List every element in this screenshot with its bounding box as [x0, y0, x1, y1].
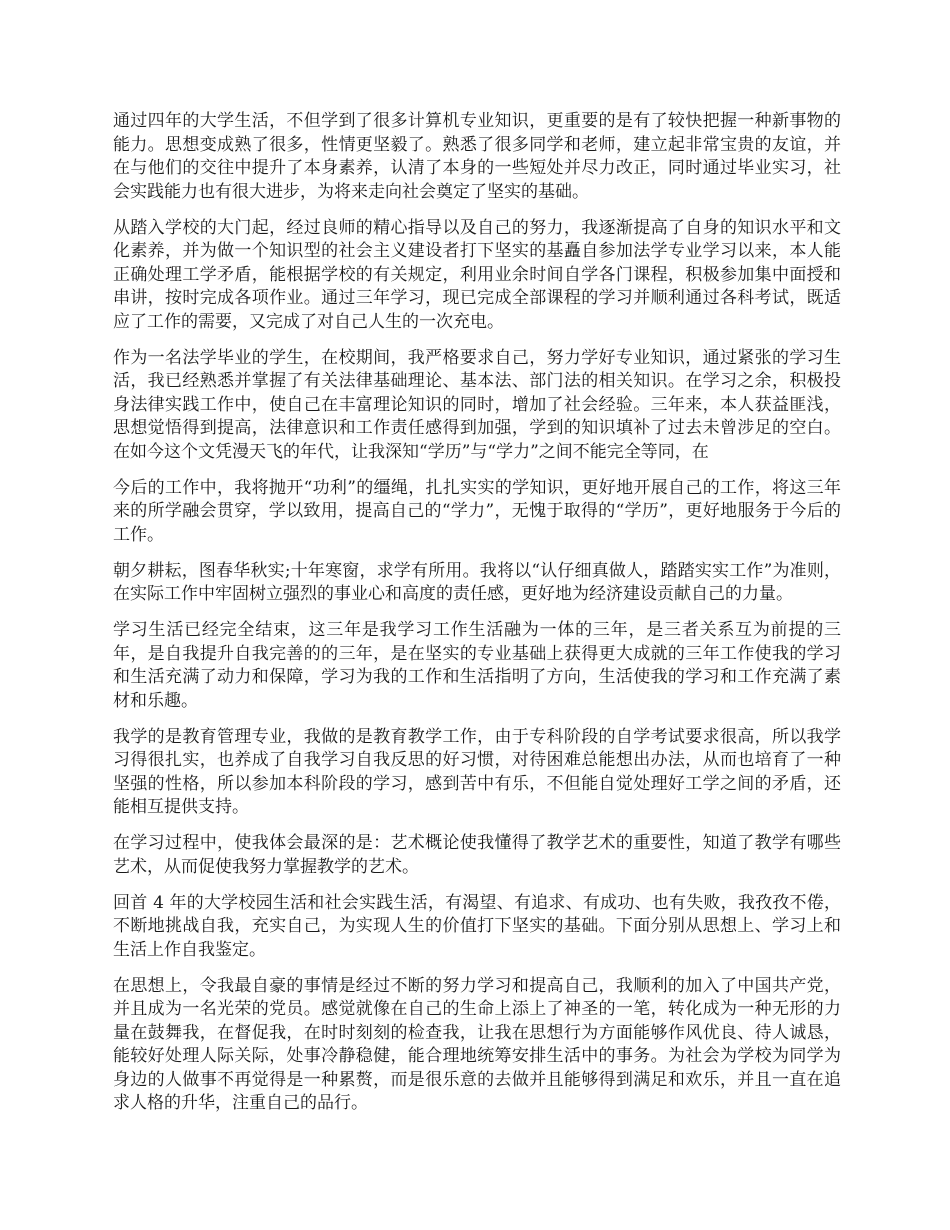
- paragraph-10: 在思想上，令我最自豪的事情是经过不断的努力学习和提高自己，我顺利的加入了中国共产党，并且成为一名光荣的党员。感觉就像在自己的生命上添上了神圣的一笔，转化成为一种无形的力量在鼓舞我，在督促我，在时时刻刻的检查我，让我在思想行为方面能够作风优良、待人诚恳，能较好处理人际关际，处事冷静稳健，能合理地统筹安排生活中的事务。为社会为学校为同学为身边的人做事不再觉得是一种累赘，而是很乐意的去做并且能够得到满足和欢乐，并且一直在追求人格的升华，注重自己的品行。: [113, 975, 841, 1113]
- paragraph-7: 我学的是教育管理专业，我做的是教育教学工作，由于专科阶段的自学考试要求很高，所以我学习得很扎实，也养成了自我学习自我反思的好习惯，对待困难总能想出办法，从而也培育了一种坚强的性格，所以参加本科阶段的学习，感到苦中有乐，不但能自觉处理好工学之间的矛盾，还能相互提供支持。: [113, 726, 841, 817]
- paragraph-4: 今后的工作中，我将抛开“功利”的缰绳，扎扎实实的学知识，更好地开展自己的工作，将这三年来的所学融会贯穿，学以致用，提高自己的“学力”，无愧于取得的“学历”，更好地服务于今后的工作。: [113, 477, 841, 545]
- paragraph-9: 回首 4 年的大学校园生活和社会实践生活，有渴望、有追求、有成功、也有失败，我孜孜不倦，不断地挑战自我，充实自己，为实现人生的价值打下坚实的基础。下面分别从思想上、学习上和生活上作自我鉴定。: [113, 892, 841, 960]
- document-body: [113, 110, 841, 1128]
- paragraph-6: 学习生活已经完全结束，这三年是我学习工作生活融为一体的三年，是三者关系互为前提的三年，是自我提升自我完善的的三年，是在坚实的专业基础上获得更大成就的三年工作使我的学习和生活充满了动力和保障，学习为我的工作和生活指明了方向，生活使我的学习和工作充满了素材和乐趣。: [113, 620, 841, 711]
- paragraph-2: 从踏入学校的大门起，经过良师的精心指导以及自己的努力，我逐渐提高了自身的知识水平和文化素养，并为做一个知识型的社会主义建设者打下坚实的基矗自参加法学专业学习以来，本人能正确处理工学矛盾，能根据学校的有关规定，利用业余时间自学各门课程，积极参加集中面授和串讲，按时完成各项作业。通过三年学习，现已完成全部课程的学习并顺利通过各科考试，既适应了工作的需要，又完成了对自己人生的一次充电。: [113, 217, 841, 332]
- paragraph-8: 在学习过程中，使我体会最深的是：艺术概论使我懂得了教学艺术的重要性，知道了教学有哪些艺术，从而促使我努力掌握教学的艺术。: [113, 833, 841, 877]
- paragraph-1: 通过四年的大学生活，不但学到了很多计算机专业知识，更重要的是有了较快把握一种新事物的能力。思想变成熟了很多，性情更坚毅了。熟悉了很多同学和老师，建立起非常宝贵的友谊，并在与他们的交往中提升了本身素养，认清了本身的一些短处并尽力改正，同时通过毕业实习，社会实践能力也有很大进步，为将来走向社会奠定了坚实的基础。: [113, 111, 841, 202]
- paragraph-3: 作为一名法学毕业的学生，在校期间，我严格要求自己，努力学好专业知识，通过紧张的学习生活，我已经熟悉并掌握了有关法律基础理论、基本法、部门法的相关知识。在学习之余，积极投身法律实践工作中，使自己在丰富理论知识的同时，增加了社会经验。三年来，本人获益匪浅，思想觉悟得到提高，法律意识和工作责任感得到加强，学到的知识填补了过去未曾涉足的空白。在如今这个文凭漫天飞的年代，让我深知“学历”与“学力”之间不能完全等同，在: [113, 347, 841, 462]
- paragraph-5: 朝夕耕耘，图春华秋实;十年寒窗，求学有所用。我将以“认仔细真做人，踏踏实实工作”为准则，在实际工作中牢固树立强烈的事业心和高度的责任感，更好地为经济建设贡献自己的力量。: [113, 560, 841, 604]
